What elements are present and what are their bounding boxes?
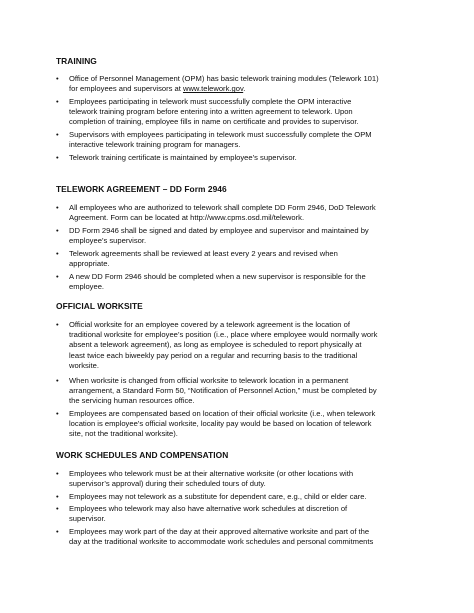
text-line: worksite. xyxy=(69,360,99,370)
text-line: location is employee’s official worksite, locality pay would be based on location of telework xyxy=(69,419,372,429)
telework-gov-link[interactable]: www.telework.gov xyxy=(182,84,244,94)
text-line: site, not the traditional worksite). xyxy=(69,429,178,439)
bullet-icon: • xyxy=(56,504,59,513)
text-line: All employees who are authorized to telework shall complete DD Form 2946, DoD Telework xyxy=(69,203,376,212)
text-line: supervisor’s approval) during their scheduled tours of duty. xyxy=(69,479,266,489)
text-line: absent a telework agreement), as long as employee is scheduled to report physically at xyxy=(69,340,362,350)
text-line: When worksite is changed from official worksite to telework location in a permanent xyxy=(69,376,349,385)
section-heading-training: TRAINING xyxy=(56,56,97,66)
text-line: Telework training certificate is maintained by employee’s supervisor. xyxy=(69,153,297,162)
text-line: Supervisors with employees participating in telework must successfully complete the OPM xyxy=(69,130,372,139)
bullet-icon: • xyxy=(56,203,59,212)
text-line: telework training program before entering into a written agreement to telework. Upon xyxy=(69,107,353,117)
text-line: the servicing human resources office. xyxy=(69,396,195,406)
bullet-icon: • xyxy=(56,492,59,501)
bullet-icon: • xyxy=(56,320,59,329)
bullet-icon: • xyxy=(56,74,59,83)
section-heading-telework-agreement: TELEWORK AGREEMENT – DD Form 2946 xyxy=(56,184,227,194)
bullet-icon: • xyxy=(56,272,59,281)
bullet-icon: • xyxy=(56,527,59,536)
text-line: Telework agreements shall be reviewed at least every 2 years and revised when xyxy=(69,249,338,258)
text-line: A new DD Form 2946 should be completed when a new supervisor is responsible for the xyxy=(69,272,366,281)
text-line: Agreement. Form can be located at http://www.cpms.osd.mil/telework. xyxy=(69,213,305,223)
text-line: . xyxy=(243,84,246,94)
text-line: Employees may not telework as a substitute for dependent care, e.g., child or elder care. xyxy=(69,492,367,501)
bullet-icon: • xyxy=(56,469,59,478)
text-line: Official worksite for an employee covered by a telework agreement is the location of xyxy=(69,320,350,329)
text-line: Employees who telework may also have alternative work schedules at discretion of xyxy=(69,504,348,513)
text-line: supervisor. xyxy=(69,514,106,524)
text-line: arrangement, a Standard Form 50, “Notification of Personnel Action,” must be completed by xyxy=(69,386,377,396)
bullet-icon: • xyxy=(56,97,59,106)
text-line: Office of Personnel Management (OPM) has basic telework training modules (Telework 101) xyxy=(69,74,379,83)
text-line: Employees participating in telework must successfully complete the OPM interactive xyxy=(69,97,352,106)
text-line: interactive telework training program for managers. xyxy=(69,140,241,150)
bullet-icon: • xyxy=(56,226,59,235)
bullet-icon: • xyxy=(56,376,59,385)
text-line: Employees are compensated based on location of their official worksite (i.e., when telework xyxy=(69,409,376,418)
text-line: DD Form 2946 shall be signed and dated by employee and supervisor and maintained by xyxy=(69,226,369,235)
text-line: Employees who telework must be at their alternative worksite (or other locations with xyxy=(69,469,354,478)
text-line: for employees and supervisors at xyxy=(69,84,183,94)
text-line: traditional worksite for employee’s position (i.e., place where employee would normally work xyxy=(69,330,378,340)
text-line: employee. xyxy=(69,282,105,292)
bullet-icon: • xyxy=(56,249,59,258)
bullet-icon: • xyxy=(56,130,59,139)
text-line: appropriate. xyxy=(69,259,110,269)
text-line: day at the traditional worksite to accommodate work schedules and personal commitments xyxy=(69,537,374,547)
text-line: employee’s supervisor. xyxy=(69,236,147,246)
section-heading-work-schedules: WORK SCHEDULES AND COMPENSATION xyxy=(56,450,229,460)
bullet-icon: • xyxy=(56,409,59,418)
section-heading-official-worksite: OFFICIAL WORKSITE xyxy=(56,301,143,311)
text-line: Employees may work part of the day at their approved alternative worksite and part of the xyxy=(69,527,370,536)
text-line: least twice each biweekly pay period on a regular and recurring basis to the traditional xyxy=(69,350,358,360)
bullet-icon: • xyxy=(56,153,59,162)
text-line: completion of training, employee fills in name on certificate and provides to supervisor. xyxy=(69,117,359,127)
